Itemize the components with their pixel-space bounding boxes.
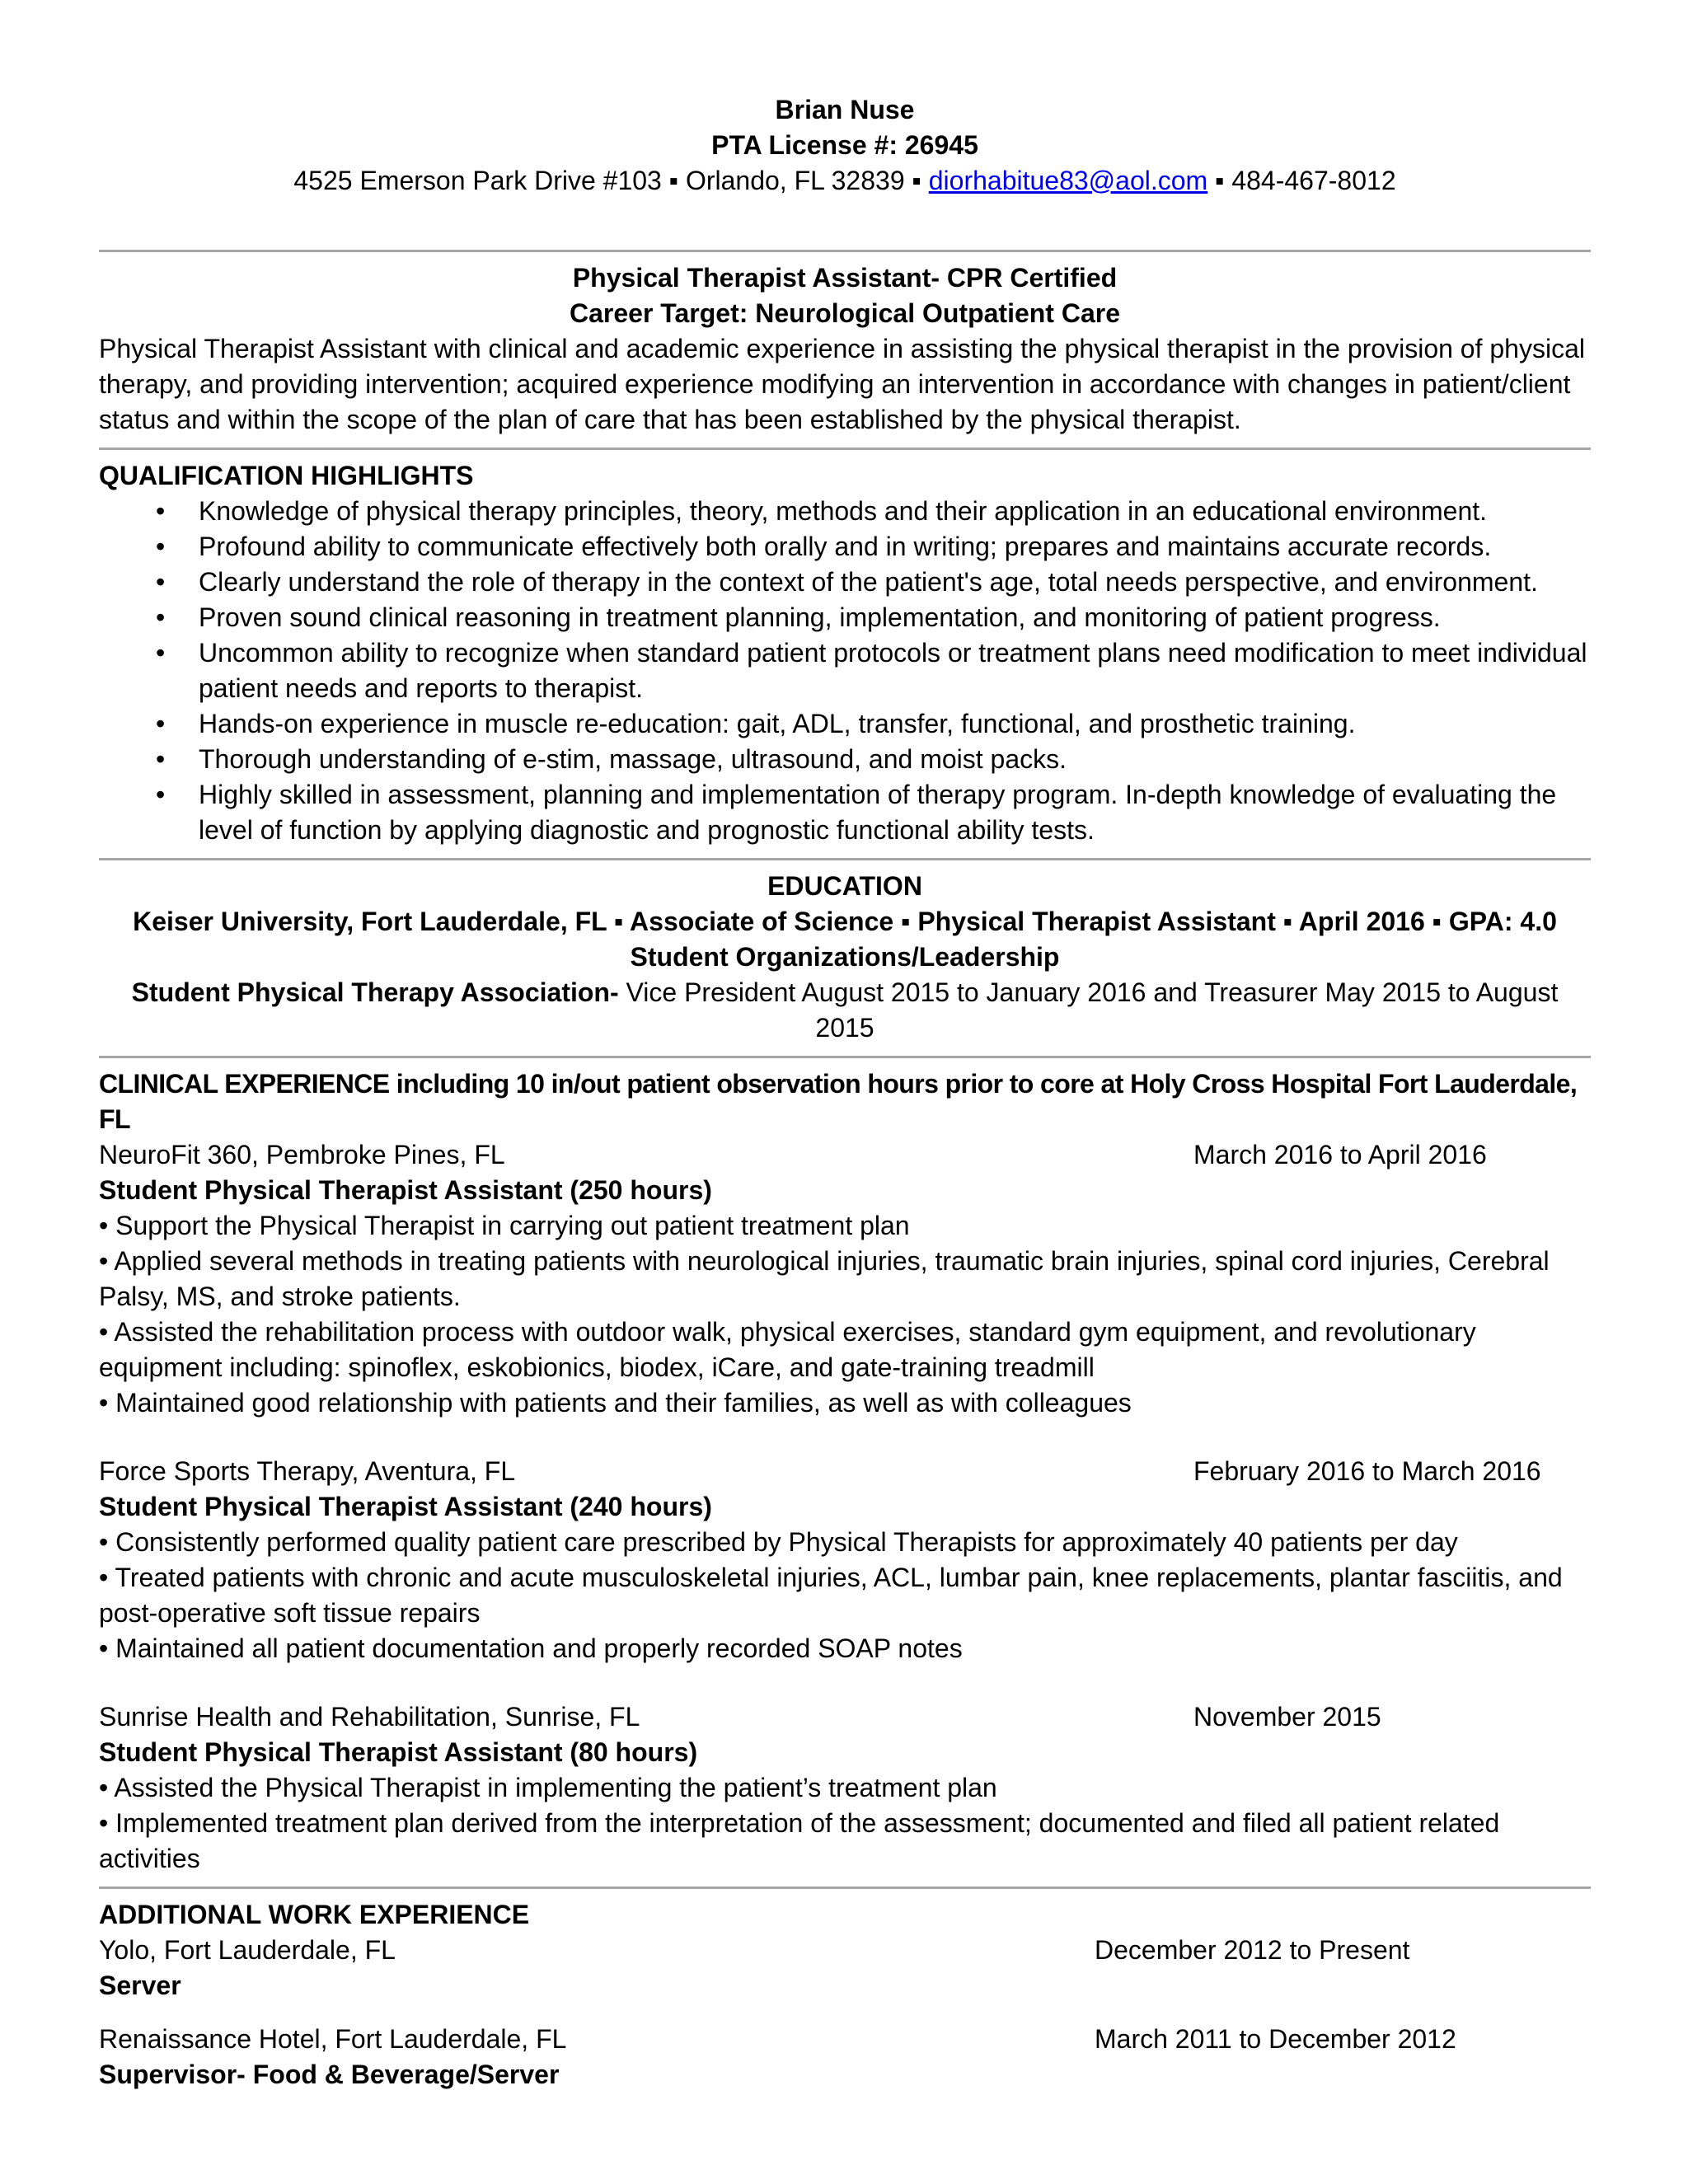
job-bullet: • Treated patients with chronic and acute musculoskeletal injuries, ACL, lumbar pain, knee replacements, plantar fasciitis, and post-operative soft tissue repairs — [99, 1563, 1563, 1628]
organization-name: Student Physical Therapy Association- — [131, 977, 619, 1007]
job-dates: March 2016 to April 2016 — [1193, 1140, 1487, 1169]
list-item: • Thorough understanding of e-stim, massage, ultrasound, and moist packs. — [99, 742, 1591, 777]
job-role: Student Physical Therapist Assistant (250 hours) — [99, 1175, 712, 1205]
job-place: Yolo, Fort Lauderdale, FL — [99, 1935, 396, 1965]
job-place: Sunrise Health and Rehabilitation, Sunrise, FL — [99, 1702, 640, 1732]
list-item: • Uncommon ability to recognize when standard patient protocols or treatment plans need modification to meet individual patient needs and reports to therapist. — [99, 635, 1591, 706]
additional-heading: ADDITIONAL WORK EXPERIENCE — [99, 1900, 530, 1929]
list-item: • Proven sound clinical reasoning in treatment planning, implementation, and monitoring of patient progress. — [99, 600, 1591, 635]
job-place: Renaissance Hotel, Fort Lauderdale, FL — [99, 2024, 567, 2054]
education-degree: Keiser University, Fort Lauderdale, FL ▪ Associate of Science ▪ Physical Therapist Assistant ▪ April 2016 ▪ GPA: 4.0 — [133, 907, 1557, 936]
job-role: Student Physical Therapist Assistant (80 hours) — [99, 1737, 698, 1767]
job-dates: February 2016 to March 2016 — [1193, 1456, 1541, 1486]
list-item: • Profound ability to communicate effectively both orally and in writing; prepares and maintains accurate records. — [99, 529, 1591, 565]
job-header — [99, 1137, 1591, 1173]
job-dates: December 2012 to Present — [1095, 1935, 1410, 1965]
list-item: • Clearly understand the role of therapy in the context of the patient's age, total needs perspective, and environment. — [99, 565, 1591, 600]
job-bullet: • Support the Physical Therapist in carrying out patient treatment plan — [99, 1211, 910, 1240]
job-bullet: • Applied several methods in treating patients with neurological injuries, traumatic brain injuries, spinal cord injuries, Cerebral Palsy, MS, and stroke patients. — [99, 1246, 1550, 1311]
address-text: 4525 Emerson Park Drive #103 ▪ Orlando, FL 32839 ▪ — [293, 166, 929, 195]
job-place: Force Sports Therapy, Aventura, FL — [99, 1456, 516, 1486]
list-item: • Highly skilled in assessment, planning and implementation of therapy program. In-depth knowledge of evaluating the level of function by applying diagnostic and prognostic functional ability tests. — [99, 777, 1591, 848]
job-header — [99, 1933, 1591, 1968]
qualifications-list — [99, 494, 1591, 848]
clinical-heading: CLINICAL EXPERIENCE including 10 in/out patient observation hours prior to core at Holy Cross Hospital Fort Lauderdale, FL — [99, 1069, 1578, 1134]
contact-line — [99, 163, 1591, 199]
profile-summary: Physical Therapist Assistant with clinical and academic experience in assisting the physical therapist in the provision of physical therapy, and providing intervention; acquired experience modifying an intervention in accordance with changes in patient/client status and within the scope of the plan of care that has been established by the physical therapist. — [99, 334, 1585, 434]
resume-page — [99, 92, 1591, 2093]
job-header — [99, 1699, 1591, 1735]
job-role: Student Physical Therapist Assistant (240 hours) — [99, 1492, 712, 1521]
job-header — [99, 1454, 1591, 1489]
job-dates: November 2015 — [1193, 1702, 1381, 1732]
list-item: • Hands-on experience in muscle re-education: gait, ADL, transfer, functional, and prosthetic training. — [99, 706, 1591, 742]
career-target: Career Target: Neurological Outpatient Care — [570, 298, 1120, 328]
job-bullet: • Maintained all patient documentation and properly recorded SOAP notes — [99, 1633, 963, 1663]
list-item: • Knowledge of physical therapy principles, theory, methods and their application in an educational environment. — [99, 494, 1591, 529]
job-dates: March 2011 to December 2012 — [1095, 2024, 1456, 2054]
job-role: Server — [99, 1971, 181, 2000]
candidate-name: Brian Nuse — [775, 95, 915, 124]
email-link[interactable]: diorhabitue83@aol.com — [928, 166, 1208, 195]
job-bullet: • Consistently performed quality patient care prescribed by Physical Therapists for approximately 40 patients per day — [99, 1527, 1458, 1557]
organization-line — [99, 975, 1591, 1046]
organizations-heading: Student Organizations/Leadership — [630, 942, 1060, 972]
qualifications-heading: QUALIFICATION HIGHLIGHTS — [99, 461, 474, 490]
education-heading: EDUCATION — [767, 871, 922, 901]
job-bullet: • Implemented treatment plan derived from the interpretation of the assessment; documented and filed all patient related activities — [99, 1808, 1500, 1873]
organization-detail: Vice President August 2015 to January 2016 and Treasurer May 2015 to August 2015 — [618, 977, 1559, 1043]
job-place: NeuroFit 360, Pembroke Pines, FL — [99, 1140, 505, 1169]
job-bullet: • Maintained good relationship with patients and their families, as well as with colleagues — [99, 1388, 1132, 1418]
profile-title: Physical Therapist Assistant- CPR Certified — [572, 263, 1118, 293]
job-bullet: • Assisted the Physical Therapist in implementing the patient’s treatment plan — [99, 1773, 997, 1802]
phone-text: ▪ 484-467-8012 — [1207, 166, 1396, 195]
license-number: PTA License #: 26945 — [711, 130, 978, 160]
job-role: Supervisor- Food & Beverage/Server — [99, 2060, 560, 2089]
job-bullet: • Assisted the rehabilitation process with outdoor walk, physical exercises, standard gym equipment, and revolutionary equipment including: spinoflex, eskobionics, biodex, iCare, and gate-training treadmill — [99, 1317, 1476, 1382]
job-header — [99, 2022, 1591, 2057]
